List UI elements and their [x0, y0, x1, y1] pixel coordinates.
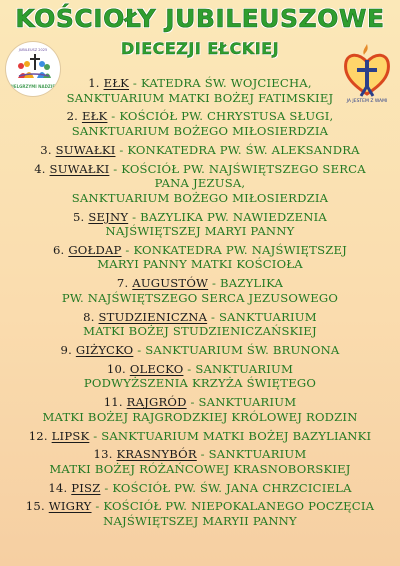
church-entry-line: [0, 143, 400, 158]
entry-church-name: SANKTUARIUM: [219, 309, 317, 324]
entry-church-name-continued: MATKI BOŻEJ RÓŻAŃCOWEJ KRASNOBORSKIEJ: [49, 461, 351, 476]
church-entry-line: [0, 276, 400, 291]
entry-church-name-continued: PANA JEZUSA,: [154, 176, 246, 191]
church-entry-line: [0, 499, 400, 514]
jubilee-logo-caption: PIELGRZYMI NADZIEI: [9, 84, 57, 89]
jubilee-logo-arc-text: JUBILEUSZ 2025: [18, 48, 48, 52]
church-entry: [0, 499, 400, 528]
church-entry-line: [0, 481, 400, 496]
entry-church-name: KONKATEDRA PW. ŚW. ALEKSANDRA: [127, 142, 360, 157]
entry-church-name-continued: PODWYŻSZENIA KRZYŻA ŚWIĘTEGO: [83, 376, 317, 391]
entry-number: 2.: [66, 109, 79, 124]
entry-number: 14.: [48, 480, 68, 495]
entry-number: 10.: [106, 361, 126, 376]
church-entry: [0, 210, 400, 239]
entry-number: 4.: [34, 161, 46, 176]
church-entry: [0, 429, 400, 444]
entry-separator: -: [100, 480, 113, 495]
entry-church-name: SANKTUARIUM: [195, 361, 294, 376]
church-entry-line: [0, 362, 400, 377]
entry-separator: -: [89, 428, 102, 443]
entry-separator: -: [91, 499, 104, 514]
entry-separator: -: [196, 447, 209, 462]
entry-city: OLECKO: [129, 361, 184, 376]
church-entry: [0, 447, 400, 476]
entry-number: 6.: [52, 242, 65, 257]
entry-church-name: BAZYLIKA PW. NAWIEDZENIA: [140, 209, 328, 224]
church-entry: [0, 481, 400, 496]
entry-church-name-continued: MATKI BOŻEJ STUDZIENICZAŃSKIEJ: [83, 324, 317, 339]
entry-separator: -: [115, 142, 128, 157]
entry-city: SUWAŁKI: [55, 142, 116, 157]
entry-church-name: KONKATEDRA PW. NAJŚWIĘTSZEJ: [133, 242, 348, 257]
church-entry-line: [0, 243, 400, 258]
entry-number: 11.: [103, 395, 123, 410]
entry-city: STUDZIENICZNA: [98, 309, 208, 324]
diocese-logo-caption: JA JESTEM Z WAMI: [346, 99, 388, 104]
entry-city: GIŻYCKO: [75, 343, 134, 357]
church-entry: [0, 143, 400, 158]
entry-separator: -: [121, 242, 134, 257]
entry-number: 1.: [88, 76, 100, 90]
entry-city: WIGRY: [48, 499, 92, 514]
entry-number: 8.: [83, 309, 95, 324]
page-subtitle: DIECEZJI EŁCKIEJ: [120, 39, 280, 58]
entry-separator: -: [208, 276, 221, 291]
entry-number: 12.: [28, 428, 48, 443]
entry-city: AUGUSTÓW: [132, 276, 209, 291]
entry-church-name-continued: SANKTUARIUM BOŻEGO MIŁOSIERDZIA: [71, 123, 329, 138]
entry-city: LIPSK: [51, 428, 90, 443]
church-entry: [0, 276, 400, 305]
entry-separator: -: [183, 361, 196, 376]
church-entry-line: [0, 210, 400, 225]
church-entry-line: [0, 343, 400, 358]
entry-number: 13.: [93, 447, 113, 462]
entry-church-name: KATEDRA ŚW. WOJCIECHA,: [140, 76, 312, 90]
entry-city: EŁK: [103, 76, 130, 90]
church-entry: [0, 395, 400, 424]
page-title: KOŚCIOŁY JUBILEUSZOWE: [15, 4, 385, 33]
entry-church-name-continued: MATKI BOŻEJ RAJGRODZKIEJ KRÓLOWEJ RODZIN: [42, 409, 358, 424]
entry-church-name: KOŚCIÓŁ PW. CHRYSTUSA SŁUGI,: [119, 109, 334, 124]
entry-number: 15.: [25, 499, 45, 514]
church-entry: [0, 362, 400, 391]
entry-church-name: KOŚCIÓŁ PW. NAJŚWIĘTSZEGO SERCA: [121, 161, 366, 176]
entry-number: 3.: [40, 142, 52, 157]
entry-city: GOŁDAP: [68, 242, 122, 257]
entry-church-name-continued: SANKTUARIUM MATKI BOŻEJ FATIMSKIEJ: [66, 90, 334, 105]
church-entry-line: [0, 310, 400, 325]
entry-church-name-continued: MARYI PANNY MATKI KOŚCIOŁA: [97, 257, 303, 272]
church-entry-line: [0, 76, 400, 91]
church-entry: [0, 343, 400, 358]
entry-church-name-continued: NAJŚWIĘTSZEJ MARYII PANNY: [103, 514, 297, 529]
church-entry-line: [0, 429, 400, 444]
entry-church-name-continued: PW. NAJŚWIĘTSZEGO SERCA JEZUSOWEGO: [61, 290, 339, 305]
entry-church-name: SANKTUARIUM: [198, 395, 297, 410]
entry-church-name: SANKTUARIUM MATKI BOŻEJ BAZYLIANKI: [101, 428, 372, 443]
entry-church-name: KOŚCIÓŁ PW. NIEPOKALANEGO POCZĘCIA: [103, 499, 375, 514]
entry-separator: -: [129, 76, 141, 90]
entry-number: 9.: [60, 343, 72, 357]
church-list: [0, 76, 400, 533]
entry-church-name-continued: SANKTUARIUM BOŻEGO MIŁOSIERDZIA: [71, 190, 329, 205]
church-entry-line: [0, 162, 400, 177]
church-entry: [0, 76, 400, 105]
church-entry-line: [0, 109, 400, 124]
church-entry: [0, 243, 400, 272]
entry-church-name: BAZYLIKA: [220, 276, 284, 291]
entry-city: RAJGRÓD: [126, 395, 187, 410]
entry-church-name: SANKTUARIUM: [208, 447, 307, 462]
church-entry: [0, 310, 400, 339]
church-entry-line: [0, 447, 400, 462]
church-entry: [0, 162, 400, 206]
entry-city: EŁK: [81, 109, 108, 124]
entry-separator: -: [107, 109, 120, 124]
entry-separator: -: [186, 395, 199, 410]
entry-city: SEJNY: [88, 209, 129, 224]
entry-separator: -: [133, 343, 146, 357]
entry-church-name: KOŚCIÓŁ PW. ŚW. JANA CHRZCICIELA: [112, 480, 352, 495]
church-entry: [0, 109, 400, 138]
entry-city: SUWAŁKI: [49, 161, 110, 176]
entry-separator: -: [128, 209, 141, 224]
entry-number: 7.: [116, 276, 129, 291]
entry-city: PISZ: [71, 480, 101, 495]
entry-separator: -: [207, 309, 220, 324]
entry-church-name: SANKTUARIUM ŚW. BRUNONA: [145, 343, 340, 357]
entry-church-name-continued: NAJŚWIĘTSZEJ MARYI PANNY: [105, 224, 295, 239]
church-entry-line: [0, 395, 400, 410]
entry-city: KRASNYBÓR: [116, 447, 197, 462]
entry-number: 5.: [72, 209, 85, 224]
entry-separator: -: [109, 161, 122, 176]
